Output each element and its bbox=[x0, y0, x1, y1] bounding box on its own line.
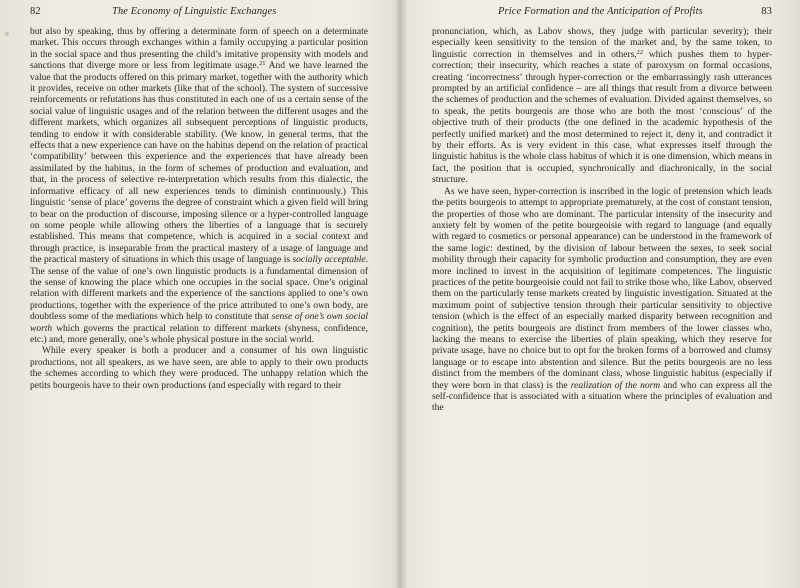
right-page bbox=[400, 0, 800, 588]
paragraph bbox=[432, 187, 772, 415]
paragraph bbox=[30, 27, 368, 346]
text-run: And we have learned the value that the products offered on this primary market, together with the authority which it provides, receive on other markets (like that of the school). The system of successive reinforcements or refutations has thus constituted in each one of us a certain sense of the social value of linguistic usages and of the relation between the different usages and the different markets, which organizes all subsequent perceptions of linguistic products, tending to endow it with considerable stability. (We know, in general terms, that the effects that a new experience can have on the habitus depend on the relation of practical ‘compatibility’ between this experience and the experiences that have already been assimilated by the habitus, in the form of schemes of production and evaluation, and that, in the process of selective re-interpretation which results from this dialectic, the informative efficacy of all new experiences tends to diminish continuously.) This linguistic ‘sense of place’ governs the degree of constraint which a given field will bring to bear on the production of discourse, imposing silence or a hyper-controlled language on some people while allowing others the liberties of a language that is securely established. This means that competence, which is acquired in a social context and through practice, is inseparable from the practical mastery of a usage of language and the practical mastery of situations in which this usage of language is bbox=[30, 61, 368, 266]
text-run: . The sense of the value of one’s own linguistic products is a fundamental dimension of the sense of knowing the place which one occupies in the social space. One’s original relation with different markets and the experience of the sanctions applied to one’s own productions, together with the experience of the price attributed to one’s own body, are doubtless some of the mediations which help to constitute that bbox=[30, 255, 368, 323]
text-run: and who can express all the self-confidence that is associated with a situation where the principles of evaluation and the bbox=[432, 380, 772, 414]
text-run: which pushes them to hyper-correction; their insecurity, which reaches a state of paroxysm on formal occasions, creating ‘incorrectness’ through hyper-correction or the embarrassingly rash utterances prompted by an artificial confidence – are all things that result from a divorce between the schemes of production and the schemes of evaluation. Divided against themselves, so to speak, the petits bourgeois are those who are both the most ‘conscious’ of the objective truth of their products (the one defined in the academic hypothesis of the perfectly unified market) and the most determined to reject it, deny it, and contradict it by their efforts. As is very evident in this case, what expresses itself through the linguistic habitus is the whole class habitus of which it is one dimension, which means in fact, the position that is occupied, synchronically and diachronically, in the social structure. bbox=[432, 49, 772, 186]
left-body-text bbox=[30, 27, 368, 392]
text-run: but also by speaking, thus by offering a determinate form of speech on a determinate market. This occurs through exchanges within a family occupying a particular position in the social space and thus presenting the child’s imitative propensity with models and sanctions that diverge more or less from legitimate usage. bbox=[30, 27, 368, 72]
text-run: As we have seen, hyper-correction is inscribed in the logic of pretension which leads the petits bourgeois to attempt to appropriate prematurely, at the cost of constant tension, the properties of those who are dominant. The particular intensity of the insecurity and anxiety felt by women of the petite bourgeoisie with regard to language (and equally with regard to cosmetics or personal appearance) can be understood in the framework of the same logic: destined, by the division of labour between the sexes, to seek social mobility through their capacity for symbolic production and consumption, they are even more inclined to invest in the acquisition of legitimate competences. The linguistic practices of the petite bourgeoisie could not fail to strike those who, like Labov, observed them on the particularly tense markets created by linguistic investigation. Situated at the maximum point of subjective tension through their particular sensitivity to objective tension (which is the effect of an especially marked disparity between recognition and cognition), the petits bourgeois are distinct from members of the lower classes who, lacking the means to exercise the liberties of plain speaking, which they reserve for private usage, have no choice but to opt for the broken forms of a borrowed and clumsy language or to escape into abstention and silence. But the petits bourgeois are no less distinct from the members of the dominant class, whose linguistic habitus (especially if they were born in that class) is the bbox=[432, 186, 772, 391]
right-body-text bbox=[432, 27, 772, 415]
paragraph bbox=[30, 346, 368, 392]
text-run: pronunciation, which, as Labov shows, they judge with particular severity); their especially keen sensitivity to the tension of the market and, by the same token, to linguistic correction in themselves and in others, bbox=[432, 27, 772, 60]
italic-phrase: realization of the norm bbox=[570, 380, 661, 391]
gutter-shadow bbox=[392, 0, 408, 588]
right-running-title: Price Formation and the Anticipation of Profits bbox=[498, 6, 703, 17]
left-running-title: The Economy of Linguistic Exchanges bbox=[112, 6, 277, 17]
footnote-reference: 22 bbox=[636, 48, 644, 56]
footnote-reference: 21 bbox=[259, 60, 266, 68]
left-page-number: 82 bbox=[30, 6, 41, 17]
paragraph bbox=[432, 27, 772, 187]
right-page-number: 83 bbox=[761, 6, 772, 17]
italic-phrase: sense of one’s own social worth bbox=[30, 312, 368, 334]
text-run: While every speaker is both a producer and a consumer of his own linguistic productions, not all speakers, as we have seen, are able to apply to their own products the schemes according to which they were produced. The unhappy relation which the petits bourgeois have to their own productions (and especially with regard to their bbox=[30, 346, 368, 391]
italic-phrase: socially acceptable bbox=[292, 255, 366, 266]
text-run: which governs the practical relation to different markets (shyness, confidence, etc.) and, more generally, one’s whole physical posture in the social world. bbox=[30, 323, 368, 345]
